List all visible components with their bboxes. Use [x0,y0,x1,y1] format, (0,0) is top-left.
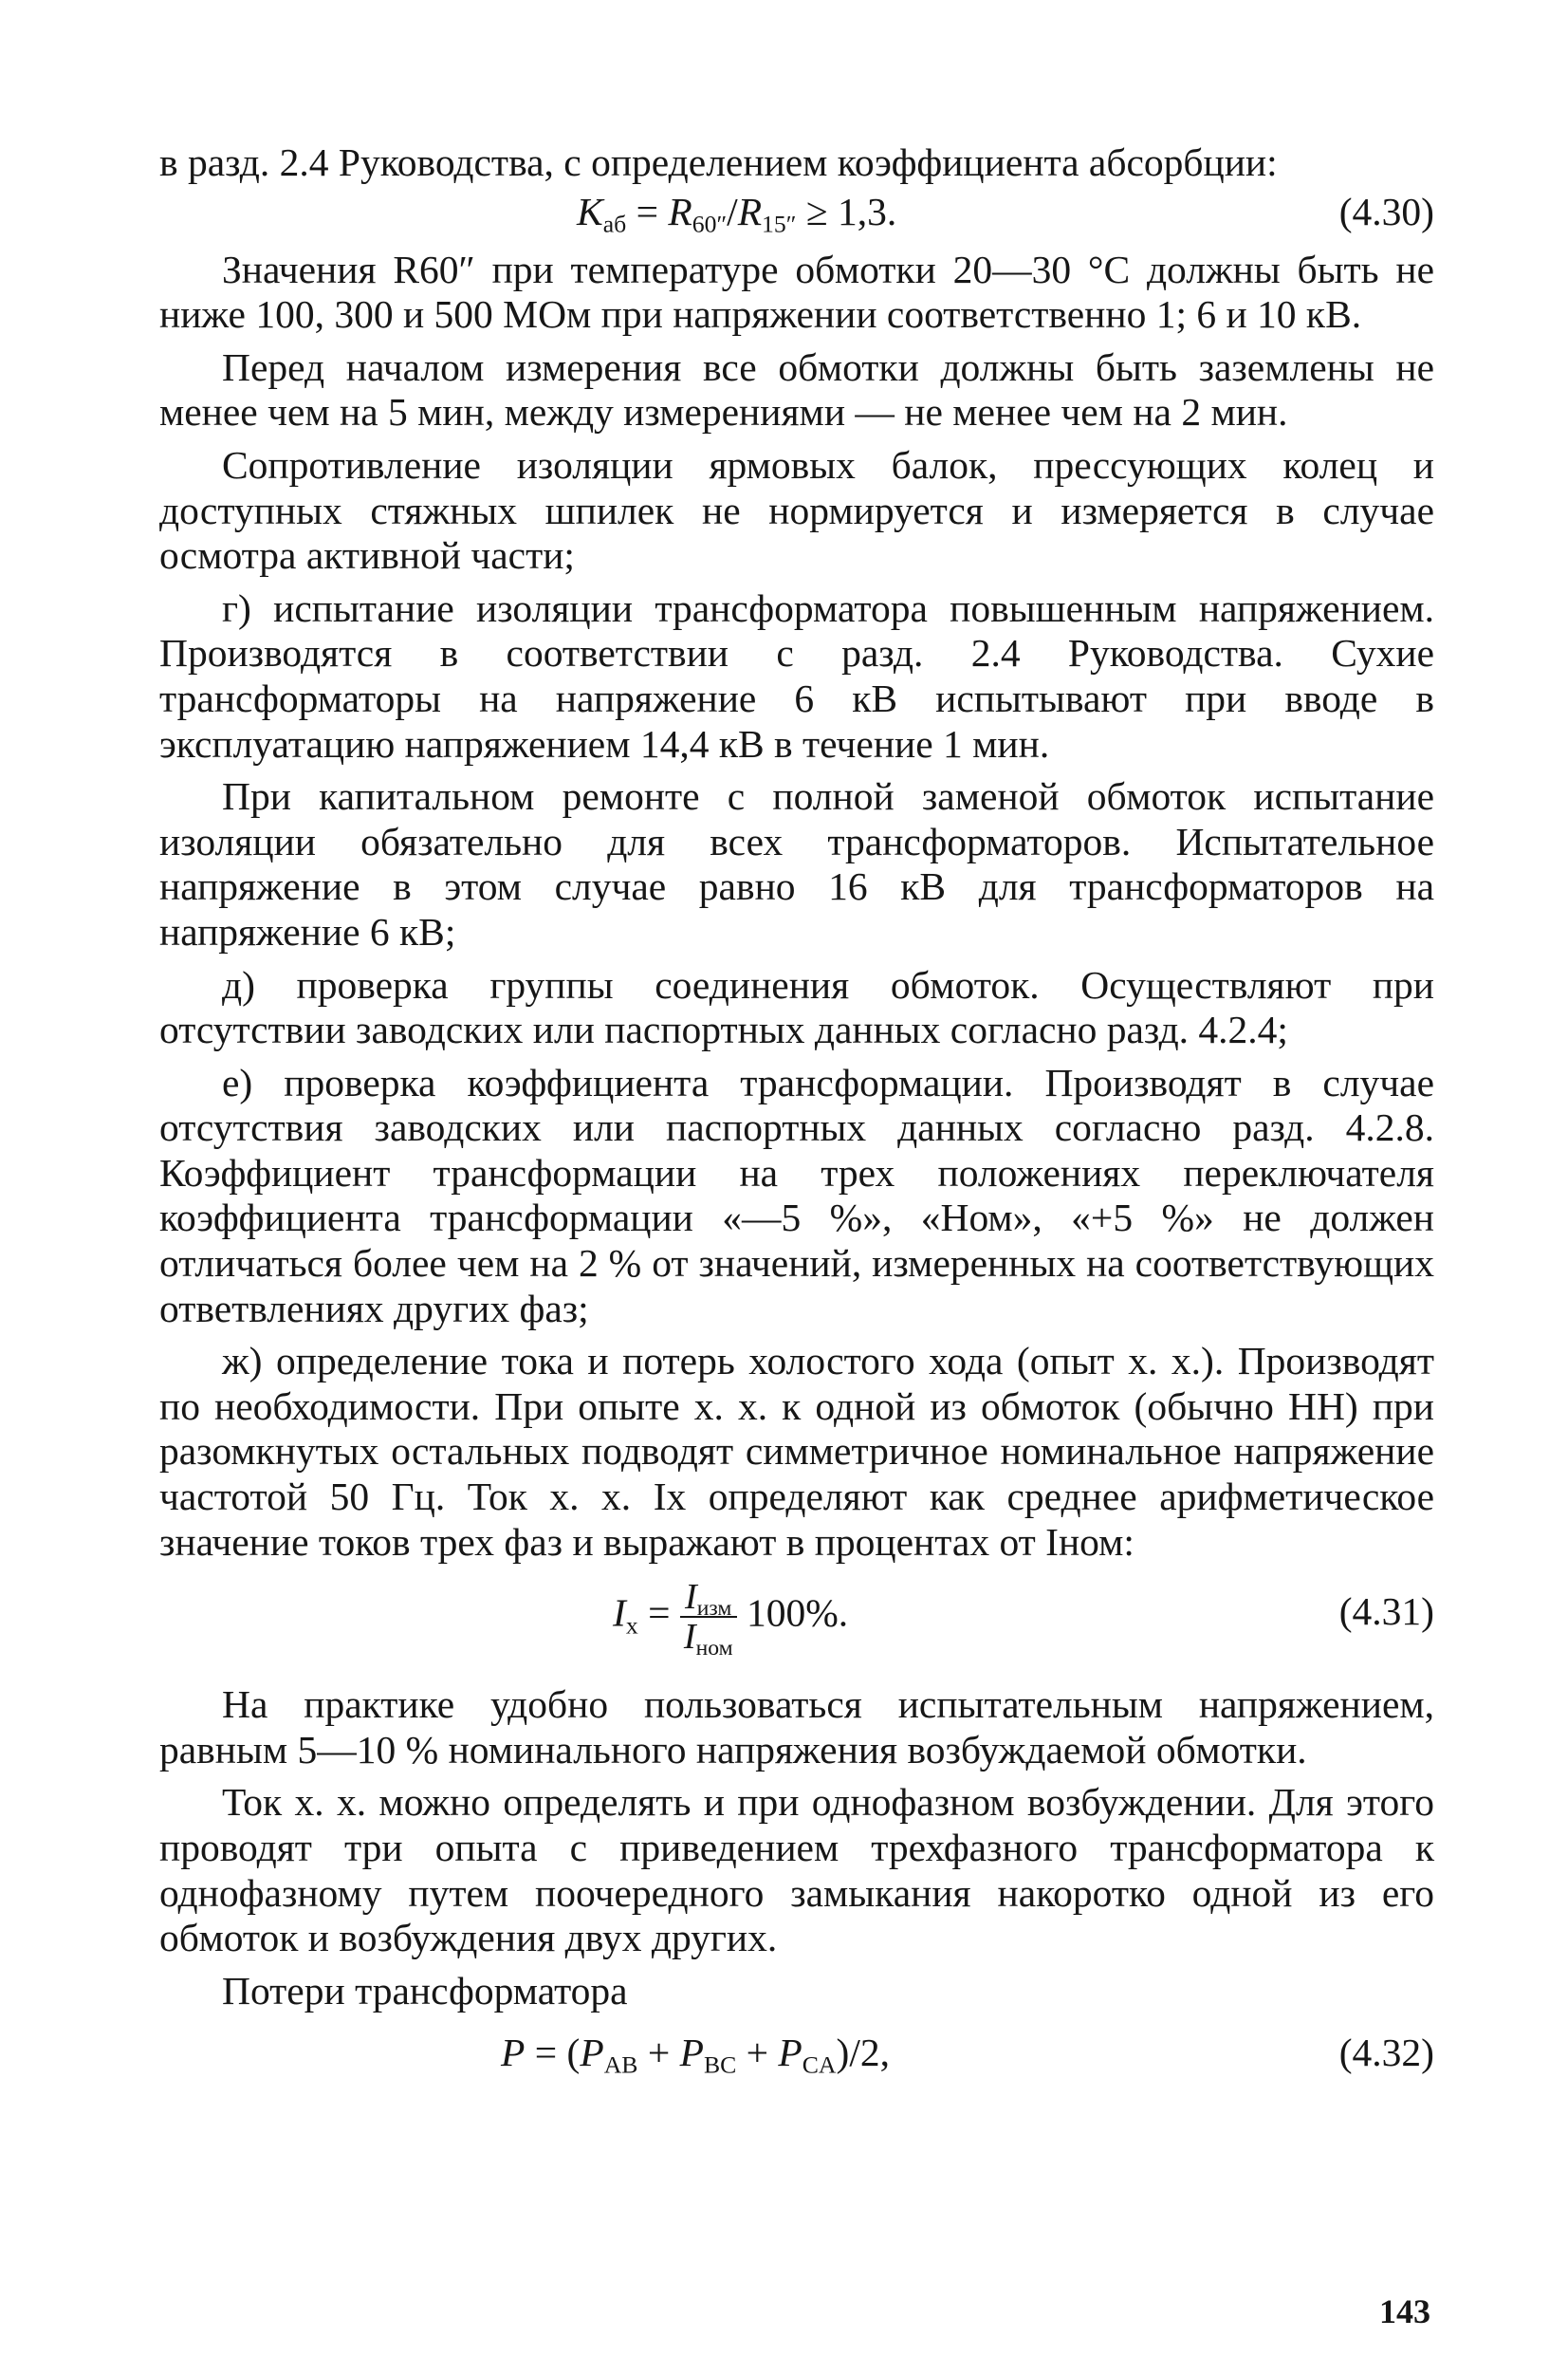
formula-4-30 [159,186,1434,240]
paragraph-losses: Потери трансформатора [222,1968,628,2013]
paragraph-item-d: д) проверка группы соединения обмоток. Осуществляют при отсутствии заводских или паспортных данных согласно разд. 4.2.4; [159,962,1434,1052]
paragraph-item-e: е) проверка коэффициента трансформации. Производят в случае отсутствия заводских или паспортных данных согласно разд. 4.2.8. Коэффициент трансформации на трех положениях переключателя коэффициента трансформации «—5 %», «Ном», «+5 %» не должен отличаться более чем на 2 % от значений, измеренных на соответствующих ответвлениях других фаз; [159,1060,1434,1330]
paragraph-overhaul: При капитальном ремонте с полной заменой обмоток испытание изоляции обязательно для всех трансформаторов. Испытательное напряжение в этом случае равно 16 кВ для трансформаторов на напряжение 6 кВ; [159,774,1434,954]
formula-4-32 [159,2023,1434,2089]
equation-number-4-31: (4.31) [1338,1589,1434,1634]
formula-4-31-expression: $I_х$ = $\frac{I_{изм}}{I_{ном}}$ 100%. [613,1577,849,1661]
equation-number-4-30: (4.30) [1338,189,1434,233]
intro-line: в разд. 2.4 Руководства, с определением коэффициента абсорбции: [159,140,1278,184]
formula-4-32-expression: $P = (P_{AB} + P_{BC} + P_{CA})/2$, [501,2031,890,2080]
formula-4-31 [159,1570,1434,1661]
fraction: $\frac{I_{изм}}{I_{ном}}$ [680,1578,737,1656]
paragraph-yoke-resistance: Сопротивление изоляции ярмовых балок, прессующих колец и доступных стяжных шпилек не нормируется и измеряется в случае осмотра активной части; [159,442,1434,578]
paragraph-item-zh: ж) определение тока и потерь холостого хода (опыт х. х.). Производят по необходимости. При опыте х. х. к одной из обмоток (обычно НН) при разомкнутых остальных подводят симметричное номинальное напряжение частотой 50 Гц. Ток х. х. Iх определяют как среднее арифметическое значение токов трех фаз и выражают в процентах от Iном: [159,1339,1434,1564]
paragraph-values: Значения R60″ при температуре обмотки 20—30 °С должны быть не ниже 100, 300 и 500 МОм при напряжении соответственно 1; 6 и 10 кВ. [159,247,1434,337]
formula-4-30-expression: $K_{аб} = R_{60''}/R_{15''} \ge 1,3$. [577,189,897,238]
page-number: 143 [1379,2292,1430,2330]
paragraph-single-phase: Ток х. х. можно определять и при однофазном возбуждении. Для этого проводят три опыта с приведением трехфазного трансформатора к однофазному путем поочередного замыкания накоротко одной из его обмоток и возбуждения двух других. [159,1780,1434,1960]
paragraph-practice: На практике удобно пользоваться испытательным напряжением, равным 5—10 % номинального напряжения возбуждаемой обмотки. [159,1682,1434,1772]
equation-number-4-32: (4.32) [1338,2031,1434,2075]
paragraph-grounding: Перед началом измерения все обмотки должны быть заземлены не менее чем на 5 мин, между измерениями — не менее чем на 2 мин. [159,344,1434,435]
page-body [159,140,1434,2089]
paragraph-item-g: г) испытание изоляции трансформатора повышенным напряжением. Производятся в соответствии с разд. 2.4 Руководства. Сухие трансформаторы на напряжение 6 кВ испытывают при вводе в эксплуатацию напряжением 14,4 кВ в течение 1 мин. [159,585,1434,766]
